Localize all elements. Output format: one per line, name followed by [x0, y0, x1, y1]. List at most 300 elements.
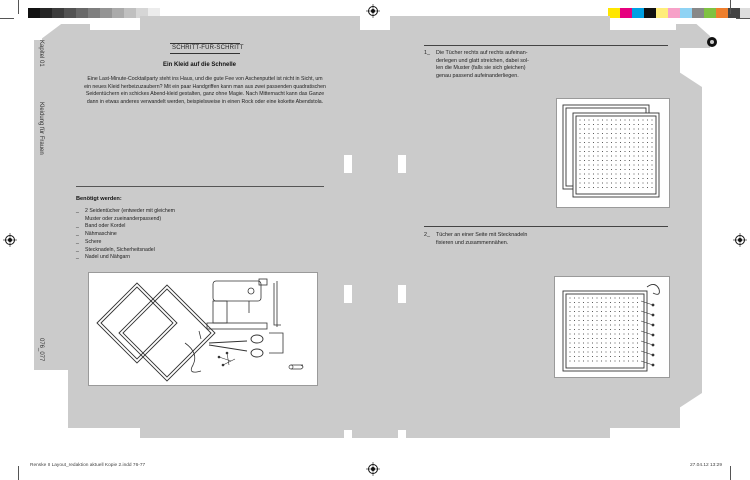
- pattern-dot: [584, 160, 585, 161]
- pattern-dot: [588, 146, 589, 147]
- pattern-dot: [593, 151, 594, 152]
- pattern-dot: [588, 178, 589, 179]
- pattern-dot: [637, 329, 638, 330]
- pattern-dot: [569, 342, 570, 343]
- pattern-dot: [597, 137, 598, 138]
- pattern-dot: [588, 164, 589, 165]
- pattern-dot: [592, 342, 593, 343]
- color-swatch: [632, 8, 644, 18]
- step1-number: 1_: [424, 50, 430, 56]
- pattern-dot: [615, 155, 616, 156]
- pattern-dot: [633, 155, 634, 156]
- pattern-dot: [592, 302, 593, 303]
- pattern-dot: [611, 169, 612, 170]
- pattern-dot: [574, 356, 575, 357]
- pattern-dot: [629, 169, 630, 170]
- color-swatch: [740, 8, 750, 18]
- bottom-flap: [140, 424, 610, 438]
- pattern-dot: [620, 137, 621, 138]
- pattern-dot: [633, 173, 634, 174]
- pattern-dot: [633, 178, 634, 179]
- pattern-dot: [620, 178, 621, 179]
- pattern-dot: [579, 160, 580, 161]
- pattern-dot: [637, 347, 638, 348]
- pattern-dot: [606, 151, 607, 152]
- pattern-dot: [614, 360, 615, 361]
- pattern-dot: [651, 146, 652, 147]
- pattern-dot: [633, 142, 634, 143]
- pattern-dot: [579, 178, 580, 179]
- step2-text: [436, 232, 527, 247]
- pattern-dot: [620, 173, 621, 174]
- pattern-dot: [584, 146, 585, 147]
- pattern-dot: [638, 187, 639, 188]
- pattern-dot: [610, 297, 611, 298]
- section-label: SCHRITT-FÜR-SCHRITT: [172, 45, 244, 51]
- pattern-dot: [638, 164, 639, 165]
- pin-head: [652, 304, 654, 306]
- pattern-dot: [578, 333, 579, 334]
- pattern-dot: [583, 342, 584, 343]
- pattern-dot: [619, 356, 620, 357]
- pattern-dot: [615, 133, 616, 134]
- pattern-dot: [647, 173, 648, 174]
- pattern-dot: [569, 329, 570, 330]
- pattern-dot: [614, 302, 615, 303]
- pattern-dot: [633, 151, 634, 152]
- pattern-dot: [610, 333, 611, 334]
- pattern-dot: [596, 311, 597, 312]
- gray-swatch: [112, 8, 124, 18]
- pattern-dot: [601, 329, 602, 330]
- pattern-dot: [610, 311, 611, 312]
- pattern-dot: [597, 155, 598, 156]
- pattern-dot: [601, 324, 602, 325]
- pattern-dot: [628, 324, 629, 325]
- sewing-machine-illustration: [207, 279, 267, 329]
- pattern-dot: [642, 137, 643, 138]
- pattern-dot: [610, 306, 611, 307]
- pattern-dot: [584, 169, 585, 170]
- step2-illustration: [554, 276, 670, 378]
- pattern-dot: [583, 356, 584, 357]
- pin-head: [652, 354, 654, 356]
- pattern-dot: [623, 360, 624, 361]
- pins-illustration: [218, 352, 235, 366]
- pattern-dot: [620, 146, 621, 147]
- pattern-dot: [638, 169, 639, 170]
- pattern-dot: [584, 133, 585, 134]
- pattern-dot: [647, 160, 648, 161]
- step-text-line: derlegen und glatt streichen, dabei sol-: [436, 57, 529, 64]
- pattern-dot: [579, 155, 580, 156]
- pattern-dot: [642, 173, 643, 174]
- pattern-dot: [620, 182, 621, 183]
- pattern-dot: [579, 146, 580, 147]
- pattern-dot: [605, 315, 606, 316]
- pattern-dot: [584, 182, 585, 183]
- pattern-dot: [597, 178, 598, 179]
- pattern-dot: [597, 164, 598, 165]
- pattern-dot: [602, 178, 603, 179]
- step2-rule: [424, 226, 668, 227]
- pattern-dot: [638, 178, 639, 179]
- pattern-dot: [642, 142, 643, 143]
- pattern-dot: [637, 315, 638, 316]
- pattern-dot: [574, 329, 575, 330]
- pattern-dot: [606, 119, 607, 120]
- pattern-dot: [602, 187, 603, 188]
- pattern-dot: [611, 128, 612, 129]
- gray-swatch: [76, 8, 88, 18]
- list-bullet: _: [76, 246, 79, 253]
- pattern-dot: [569, 315, 570, 316]
- pattern-dot: [578, 297, 579, 298]
- pattern-dot: [605, 302, 606, 303]
- pattern-dot: [632, 333, 633, 334]
- slug-file-info: Renske II Layout_redaktion aktuell Kopie 2.indd 76-77: [30, 463, 146, 468]
- pattern-dot: [597, 173, 598, 174]
- pattern-dot: [637, 342, 638, 343]
- pattern-dot: [623, 333, 624, 334]
- pattern-dot: [588, 151, 589, 152]
- pattern-dot: [597, 124, 598, 125]
- pattern-dot: [588, 128, 589, 129]
- pattern-dot: [592, 351, 593, 352]
- color-swatch: [704, 8, 716, 18]
- gray-swatch: [40, 8, 52, 18]
- pin-head: [652, 334, 654, 336]
- pattern-dot: [583, 347, 584, 348]
- pin-head: [652, 364, 654, 366]
- pattern-dot: [614, 324, 615, 325]
- pattern-dot: [574, 342, 575, 343]
- pattern-dot: [584, 137, 585, 138]
- pattern-dot: [632, 342, 633, 343]
- trim-mark: [0, 18, 14, 19]
- list-item-text: 2 Seidentücher (entweder mit gleichem: [85, 208, 175, 214]
- pattern-dot: [606, 124, 607, 125]
- pattern-dot: [578, 356, 579, 357]
- pattern-dot: [628, 338, 629, 339]
- list-item: [76, 239, 175, 247]
- pattern-dot: [605, 347, 606, 348]
- pattern-dot: [611, 124, 612, 125]
- pattern-dot: [624, 155, 625, 156]
- pattern-dot: [624, 173, 625, 174]
- registration-mark-left: [3, 233, 17, 247]
- pattern-dot: [633, 164, 634, 165]
- pattern-dot: [637, 360, 638, 361]
- gray-swatch: [100, 8, 112, 18]
- pattern-dot: [620, 169, 621, 170]
- pattern-dot: [620, 142, 621, 143]
- side-page-numbers: 076_077: [38, 338, 44, 362]
- pattern-dot: [569, 324, 570, 325]
- pattern-dot: [587, 320, 588, 321]
- pattern-dot: [614, 315, 615, 316]
- pattern-dot: [620, 124, 621, 125]
- color-swatch: [656, 8, 668, 18]
- pattern-dot: [651, 187, 652, 188]
- pattern-dot: [593, 164, 594, 165]
- pattern-dot: [602, 128, 603, 129]
- pattern-dot: [637, 311, 638, 312]
- pattern-dot: [628, 333, 629, 334]
- pattern-dot: [651, 164, 652, 165]
- pattern-dot: [584, 151, 585, 152]
- pattern-dot: [651, 142, 652, 143]
- pattern-dot: [614, 329, 615, 330]
- pattern-dot: [619, 338, 620, 339]
- pattern-dot: [592, 360, 593, 361]
- pattern-dot: [588, 124, 589, 125]
- pattern-dot: [584, 119, 585, 120]
- pattern-dot: [615, 119, 616, 120]
- pattern-dot: [624, 160, 625, 161]
- pattern-dot: [620, 160, 621, 161]
- pattern-dot: [601, 320, 602, 321]
- pattern-dot: [651, 178, 652, 179]
- pattern-dot: [569, 338, 570, 339]
- step-text-line: Die Tücher rechts auf rechts aufeinan-: [436, 50, 528, 56]
- pattern-dot: [579, 173, 580, 174]
- pattern-dot: [596, 320, 597, 321]
- color-swatch: [644, 8, 656, 18]
- pattern-dot: [587, 342, 588, 343]
- pattern-dot: [642, 151, 643, 152]
- pattern-dot: [583, 320, 584, 321]
- pattern-dot: [601, 342, 602, 343]
- pattern-dot: [615, 173, 616, 174]
- pattern-dot: [579, 182, 580, 183]
- pattern-dot: [628, 329, 629, 330]
- pattern-dot: [574, 351, 575, 352]
- pattern-dot: [624, 146, 625, 147]
- pattern-dot: [578, 351, 579, 352]
- pattern-dot: [611, 146, 612, 147]
- pattern-dot: [569, 333, 570, 334]
- pattern-dot: [596, 356, 597, 357]
- pattern-dot: [642, 133, 643, 134]
- pattern-dot: [633, 128, 634, 129]
- list-item-text: Schere: [85, 238, 102, 245]
- pattern-dot: [610, 302, 611, 303]
- needle-thread-illustration: [185, 331, 201, 372]
- pattern-dot: [633, 169, 634, 170]
- pattern-dot: [611, 133, 612, 134]
- step1-rule: [424, 45, 668, 46]
- pattern-dot: [588, 160, 589, 161]
- slug-date-time: 27.04.12 13:29: [690, 463, 723, 468]
- pattern-dot: [593, 137, 594, 138]
- pattern-dot: [596, 324, 597, 325]
- pattern-dot: [569, 306, 570, 307]
- pattern-dot: [647, 187, 648, 188]
- list-item: [76, 254, 175, 262]
- step-text-line: genau passend aufeinanderliegen.: [436, 72, 519, 79]
- pattern-dot: [606, 146, 607, 147]
- list-item: [76, 231, 175, 239]
- pattern-dot: [610, 351, 611, 352]
- pattern-dot: [583, 311, 584, 312]
- pattern-dot: [651, 182, 652, 183]
- pattern-dot: [642, 146, 643, 147]
- pattern-dot: [593, 133, 594, 134]
- pattern-dot: [602, 182, 603, 183]
- trim-mark: [18, 0, 19, 14]
- pattern-dot: [637, 297, 638, 298]
- pattern-dot: [638, 160, 639, 161]
- pattern-dot: [592, 338, 593, 339]
- pattern-dot: [579, 187, 580, 188]
- pattern-dot: [615, 137, 616, 138]
- pattern-dot: [629, 182, 630, 183]
- step1-text: [436, 50, 529, 80]
- pattern-dot: [632, 315, 633, 316]
- pattern-dot: [574, 306, 575, 307]
- pattern-dot: [615, 182, 616, 183]
- pattern-dot: [638, 182, 639, 183]
- pattern-dot: [579, 119, 580, 120]
- pattern-dot: [637, 306, 638, 307]
- pattern-dot: [602, 160, 603, 161]
- pattern-dot: [569, 297, 570, 298]
- pattern-dot: [619, 360, 620, 361]
- gutter-notch: [344, 285, 352, 303]
- pattern-dot: [647, 137, 648, 138]
- pattern-dot: [610, 360, 611, 361]
- list-item-text: Nähmaschine: [85, 231, 117, 238]
- pattern-dot: [642, 124, 643, 125]
- pattern-dot: [602, 142, 603, 143]
- pattern-dot: [611, 142, 612, 143]
- pattern-dot: [601, 338, 602, 339]
- pattern-dot: [605, 342, 606, 343]
- pattern-dot: [624, 182, 625, 183]
- pattern-dot: [638, 146, 639, 147]
- pattern-dot: [619, 329, 620, 330]
- pattern-dot: [583, 324, 584, 325]
- pattern-dot: [587, 347, 588, 348]
- pattern-dot: [601, 356, 602, 357]
- list-item: [76, 208, 175, 216]
- pattern-dot: [602, 119, 603, 120]
- pattern-dot: [637, 320, 638, 321]
- pattern-dot: [620, 119, 621, 120]
- pattern-dot: [596, 297, 597, 298]
- pattern-dot: [574, 302, 575, 303]
- list-item-text: Stecknadeln, Sicherheitsnadel: [85, 246, 155, 253]
- pattern-dot: [593, 119, 594, 120]
- pattern-dot: [633, 137, 634, 138]
- pattern-dot: [596, 347, 597, 348]
- pattern-dot: [647, 169, 648, 170]
- gray-swatch: [52, 8, 64, 18]
- pattern-dot: [593, 124, 594, 125]
- pattern-dot: [629, 160, 630, 161]
- pattern-dot: [632, 347, 633, 348]
- pattern-dot: [628, 342, 629, 343]
- gray-swatch: [88, 8, 100, 18]
- pattern-dot: [605, 356, 606, 357]
- pattern-dot: [602, 155, 603, 156]
- pattern-dot: [574, 333, 575, 334]
- pattern-dot: [601, 333, 602, 334]
- section-rule-top: [170, 43, 240, 44]
- pattern-dot: [647, 142, 648, 143]
- pattern-dot: [638, 142, 639, 143]
- pattern-dot: [624, 137, 625, 138]
- pattern-dot: [569, 356, 570, 357]
- pattern-dot: [596, 315, 597, 316]
- pattern-dot: [614, 356, 615, 357]
- pattern-dot: [569, 320, 570, 321]
- step1-illustration: [556, 98, 670, 208]
- pattern-dot: [593, 187, 594, 188]
- list-bullet: _: [76, 254, 79, 261]
- pattern-dot: [579, 169, 580, 170]
- pattern-dot: [584, 128, 585, 129]
- pattern-dot: [574, 311, 575, 312]
- pattern-dot: [606, 182, 607, 183]
- pattern-dot: [597, 119, 598, 120]
- pattern-dot: [628, 360, 629, 361]
- pattern-dot: [606, 164, 607, 165]
- pattern-dot: [588, 133, 589, 134]
- gutter-notch: [344, 155, 352, 173]
- pattern-dot: [642, 178, 643, 179]
- pattern-dot: [624, 164, 625, 165]
- pattern-dot: [620, 155, 621, 156]
- pattern-dot: [597, 133, 598, 134]
- pattern-dot: [611, 164, 612, 165]
- gutter-notch: [344, 430, 352, 438]
- gray-swatch: [28, 8, 40, 18]
- pattern-dot: [615, 169, 616, 170]
- pattern-dot: [597, 128, 598, 129]
- pattern-dot: [619, 297, 620, 298]
- trim-mark: [18, 466, 19, 480]
- pattern-dot: [632, 297, 633, 298]
- list-item-continuation: Muster oder zueinanderpassend): [85, 215, 162, 222]
- pattern-dot: [593, 146, 594, 147]
- pattern-dot: [619, 351, 620, 352]
- pattern-dot: [584, 124, 585, 125]
- pattern-dot: [629, 146, 630, 147]
- left-edge-strip: [34, 40, 72, 370]
- pattern-dot: [629, 133, 630, 134]
- pattern-dot: [596, 306, 597, 307]
- pattern-dot: [638, 133, 639, 134]
- pattern-dot: [578, 315, 579, 316]
- pattern-dot: [623, 306, 624, 307]
- pattern-dot: [637, 324, 638, 325]
- pattern-dot: [651, 133, 652, 134]
- pattern-dot: [596, 333, 597, 334]
- pattern-dot: [605, 297, 606, 298]
- pattern-dot: [587, 306, 588, 307]
- pattern-dot: [588, 169, 589, 170]
- pattern-dot: [611, 151, 612, 152]
- list-bullet: _: [76, 231, 79, 238]
- pattern-dot: [578, 324, 579, 325]
- list-item-text: Band oder Kordel: [85, 223, 126, 230]
- pattern-dot: [574, 360, 575, 361]
- side-chapter-label: Kapitel 01: [38, 40, 44, 67]
- pattern-dot: [583, 333, 584, 334]
- pattern-dot: [632, 329, 633, 330]
